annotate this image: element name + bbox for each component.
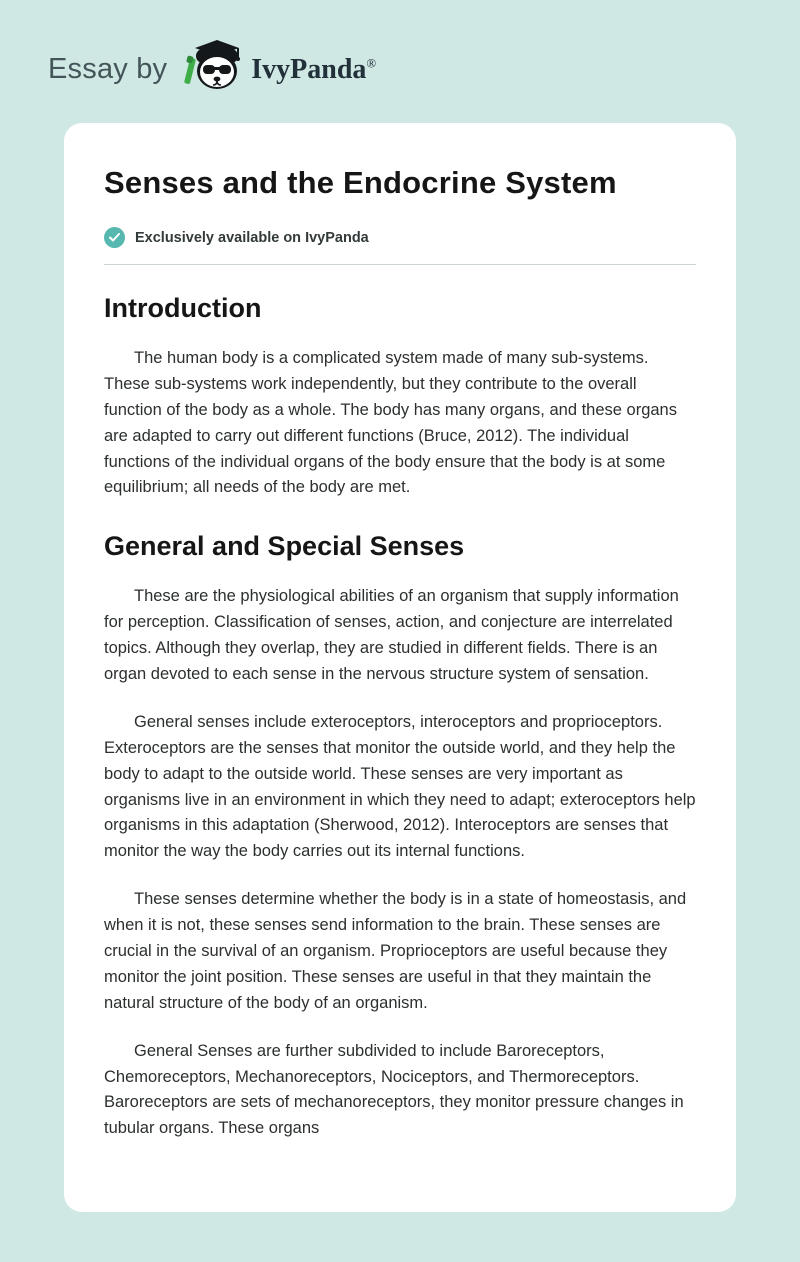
availability-note: Exclusively available on IvyPanda [135, 229, 369, 246]
essay-card [64, 123, 736, 1212]
paragraph: General senses include exteroceptors, interoceptors and proprioceptors. Exteroceptors are the senses that monitor the outside world, and they help the body to adapt to the outside world. These senses are very important as organisms live in an environment in which they need to adapt; exteroceptors help organisms in this adaptation (Sherwood, 2012). Interoceptors are senses that monitor the way the body carries out its internal functions. [104, 712, 696, 861]
registered-mark: ® [366, 55, 377, 71]
section-heading-general-special-senses: General and Special Senses [104, 531, 465, 562]
section-heading-introduction: Introduction [104, 293, 262, 323]
check-icon [104, 227, 125, 248]
panda-logo-icon [181, 38, 243, 101]
paragraph: General Senses are further subdivided to include Baroreceptors, Chemoreceptors, Mechanoreceptors, Nociceptors, and Thermoreceptors. Baroreceptors are sets of mechanoreceptors, they monitor pressure changes in tubular organs. These organs [104, 1041, 684, 1138]
brand-logo[interactable] [181, 38, 376, 101]
essay-by-label: Essay by [48, 53, 168, 85]
paragraph: The human body is a complicated system made of many sub-systems. These sub-systems work independently, but they contribute to the overall function of the body as a whole. The body has many organs, and these organs are adapted to carry out different functions (Bruce, 2012). The individual functions of the individual organs of the body ensure that the body is at some equilibrium; all needs of the body are met. [104, 349, 677, 497]
divider [104, 264, 696, 265]
paragraph: These are the physiological abilities of an organism that supply information for perception. Classification of senses, action, and conjecture are interrelated topics. Although they overlap, they are studied in different fields. There is an organ devoted to each sense in the nervous structure system of sensation. [104, 587, 679, 684]
availability-row [104, 227, 696, 248]
site-header [0, 0, 800, 123]
brand-name-text: IvyPanda [251, 53, 367, 85]
brand-name [251, 54, 376, 86]
paragraph: These senses determine whether the body is in a state of homeostasis, and when it is not, these senses send information to the brain. These senses are crucial in the survival of an organism. Proprioceptors are useful because they monitor the joint position. These senses are useful in that they maintain the natural structure of the body of an organism. [104, 890, 687, 1012]
page-title: Senses and the Endocrine System [104, 165, 617, 200]
